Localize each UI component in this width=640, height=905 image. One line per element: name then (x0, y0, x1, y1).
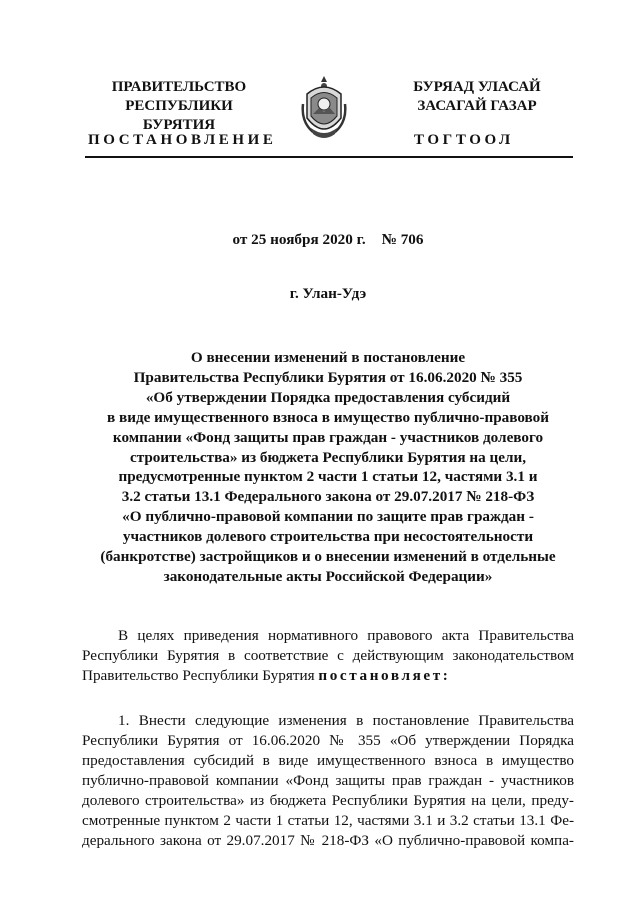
title-line: строительства» из бюджета Республики Бурятия на цели, (129, 448, 527, 466)
government-name-line-2: РЕСПУБЛИКИ БУРЯТИЯ (125, 98, 233, 133)
title-line: 3.2 статьи 13.1 Федерального закона от 29.07.2017 № 218-ФЗ (121, 488, 535, 506)
document-date-number (78, 231, 578, 249)
document-title (78, 348, 578, 587)
paragraph-line: долевого строительства» из бюджета Республики Бурятия на цели, преду- (82, 792, 574, 809)
government-name-line-1: ПРАВИТЕЛЬСТВО (111, 79, 247, 95)
title-line: законодательные акты Российской Федерации» (163, 567, 493, 585)
intro-paragraph (82, 626, 574, 686)
title-line: (банкротстве) застройщиков и о внесении изменений в отдельные (100, 548, 556, 566)
document-date: от 25 ноября 2020 г. (232, 231, 366, 248)
resolves-word: постановляет: (318, 667, 451, 684)
government-name-buryat-line-2: ЗАСАГАЙ ГАЗАР (417, 98, 537, 114)
item-1-paragraph (82, 711, 574, 851)
paragraph-line: дерального закона от 29.07.2017 № 218-ФЗ «О публично-правовой компа- (82, 832, 574, 849)
title-line: «О публично-правовой компании по защите прав граждан - (122, 508, 534, 526)
title-line: в виде имущественного взноса в имущество публично-правовой (107, 408, 549, 426)
header-divider (85, 156, 573, 158)
paragraph-line: предоставления субсидий в виде имущественного взноса в имущество (82, 752, 574, 769)
paragraph-line: 1. Внести следующие изменения в постановление Правительства (118, 712, 574, 729)
title-line: «Об утверждении Порядка предоставления субсидий (145, 388, 511, 406)
government-name-buryat-line-1: БУРЯАД УЛАСАЙ (413, 79, 541, 95)
title-line: компании «Фонд защиты прав граждан - участников долевого (112, 428, 544, 446)
coat-of-arms-emblem (299, 74, 349, 144)
paragraph-line: В целях приведения нормативного правового акта Правительства (118, 627, 574, 644)
paragraph-line: Республики Бурятия от 16.06.2020 № 355 «Об утверждении Порядка (82, 732, 574, 749)
document-number: № 706 (381, 231, 424, 248)
title-line: участников долевого строительства при несостоятельности (122, 528, 534, 546)
doctype-russian: ПОСТАНОВЛЕНИЕ (88, 132, 277, 148)
paragraph-line (82, 666, 574, 686)
paragraph-line: публично-правовой компании «Фонд защиты прав граждан - участников (82, 772, 574, 789)
paragraph-line: смотренные пунктом 2 части 1 статьи 12, частями 3.1 и 3.2 статьи 13.1 Фе- (82, 812, 574, 829)
paragraph-line-text: Правительство Республики Бурятия (82, 667, 315, 684)
government-name-buryat (392, 78, 562, 116)
government-name-russian (88, 78, 270, 135)
title-line: Правительства Республики Бурятия от 16.06.2020 № 355 (133, 368, 523, 386)
paragraph-line: Республики Бурятия в соответствие с действующим законодательством (82, 647, 574, 664)
title-line: предусмотренные пунктом 2 части 1 статьи 12, частями 3.1 и (118, 468, 538, 486)
title-line: О внесении изменений в постановление (190, 349, 466, 366)
document-city: г. Улан-Удэ (289, 285, 367, 302)
doctype-buryat: ТОГТООЛ (414, 132, 514, 148)
